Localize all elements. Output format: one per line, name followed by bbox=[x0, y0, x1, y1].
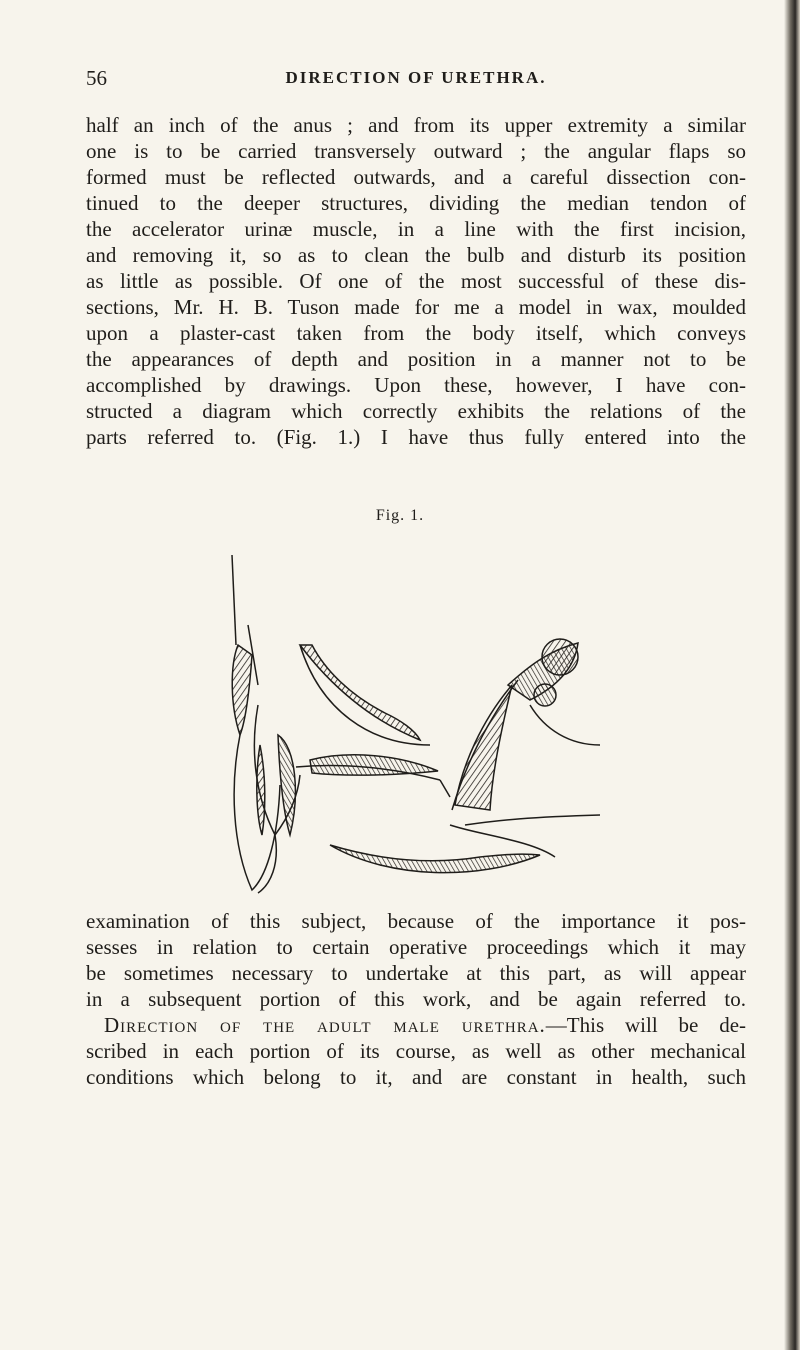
text-line: examination of this subject, because of the importance it pos- bbox=[86, 909, 746, 933]
paragraph-1 bbox=[86, 112, 746, 450]
text-line: sesses in relation to certain operative proceedings which it may bbox=[86, 935, 746, 959]
text-line: structed a diagram which correctly exhibits the relations of the bbox=[86, 399, 746, 423]
text-line: in a subsequent portion of this work, and be again referred to. bbox=[86, 987, 746, 1011]
text-line: tinued to the deeper structures, dividing the median tendon of bbox=[86, 191, 746, 215]
page-header bbox=[86, 66, 746, 96]
text-line: and removing it, so as to clean the bulb and disturb its position bbox=[86, 243, 746, 267]
text-line: conditions which belong to it, and are constant in health, such bbox=[86, 1065, 746, 1089]
paragraph-2 bbox=[86, 908, 746, 1090]
text-line: the appearances of depth and position in a manner not to be bbox=[86, 347, 746, 371]
urethra-diagram bbox=[200, 535, 620, 895]
text-line: sections, Mr. H. B. Tuson made for me a model in wax, moulded bbox=[86, 295, 746, 319]
page-edge-shadow bbox=[784, 0, 800, 1350]
section-heading: Direction of the adult male urethra. bbox=[104, 1013, 546, 1037]
text-line: be sometimes necessary to undertake at this part, as will appear bbox=[86, 961, 746, 985]
text-line: upon a plaster-cast taken from the body itself, which conveys bbox=[86, 321, 746, 345]
text-line: half an inch of the anus ; and from its upper extremity a similar bbox=[86, 113, 746, 137]
anatomical-figure bbox=[200, 535, 620, 895]
running-head: DIRECTION OF URETHRA. bbox=[285, 68, 547, 87]
text-line: formed must be reflected outwards, and a careful dissection con- bbox=[86, 165, 746, 189]
text-line: one is to be carried transversely outward ; the angular flaps so bbox=[86, 139, 746, 163]
text-line: parts referred to. (Fig. 1.) I have thus fully entered into the bbox=[86, 425, 746, 449]
section-heading-rest: —This will be de- bbox=[545, 1013, 747, 1037]
figure-caption: Fig. 1. bbox=[375, 507, 425, 524]
text-line: scribed in each portion of its course, as well as other mechanical bbox=[86, 1039, 746, 1063]
text-line: as little as possible. Of one of the most successful of these dis- bbox=[86, 269, 746, 293]
section-heading-line bbox=[86, 1012, 746, 1038]
text-line: accomplished by drawings. Upon these, however, I have con- bbox=[86, 373, 746, 397]
text-line: the accelerator urinæ muscle, in a line with the first incision, bbox=[86, 217, 746, 241]
page-number: 56 bbox=[86, 66, 107, 90]
